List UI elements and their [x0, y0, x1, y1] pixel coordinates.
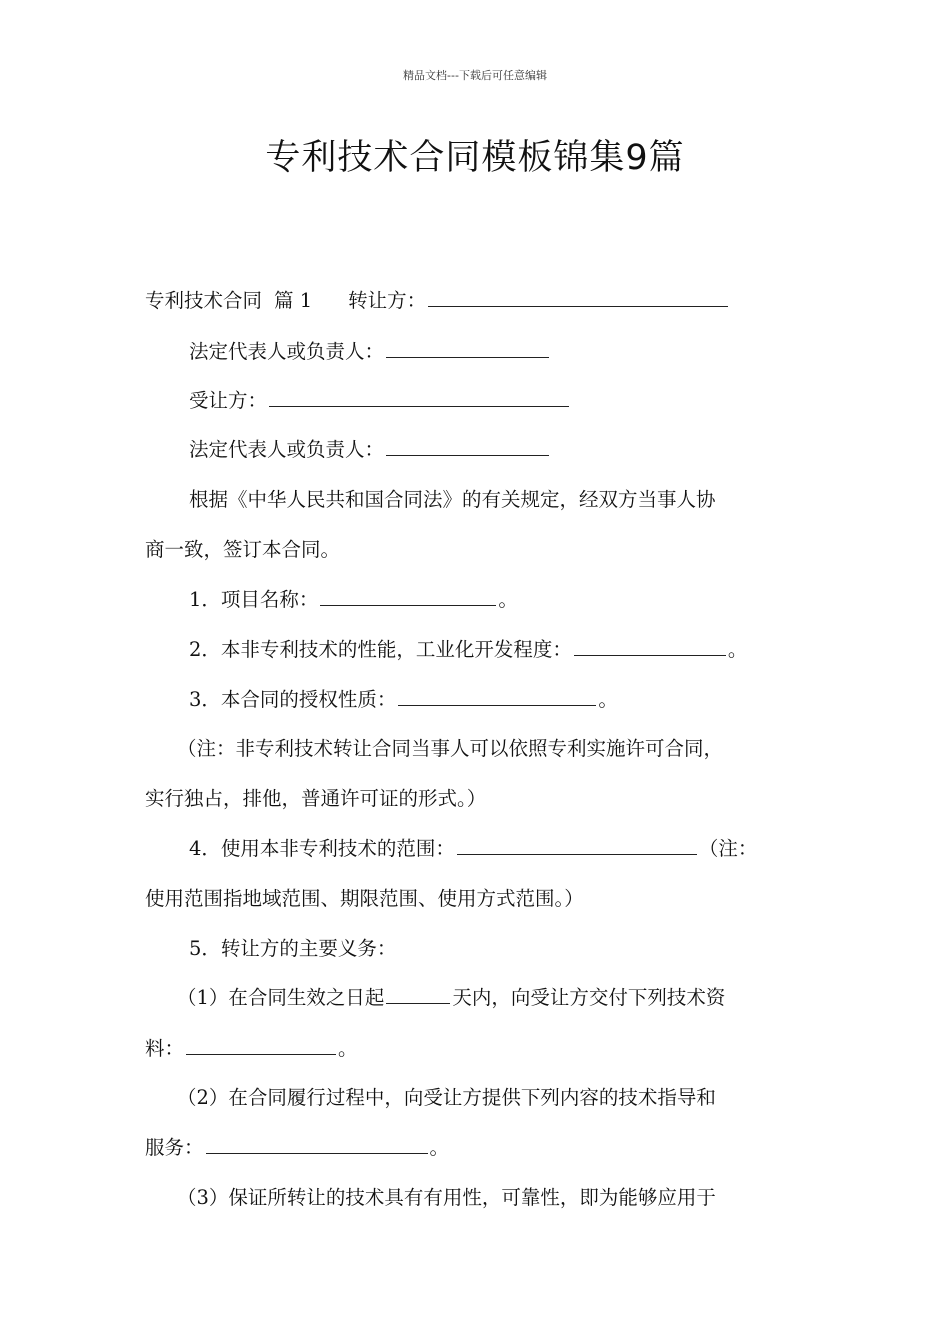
service-label: 服务： [145, 1136, 204, 1159]
materials-end: 。 [338, 1037, 358, 1060]
legal-rep-blank-2[interactable] [386, 435, 549, 456]
transferee-label: 受让方： [189, 389, 268, 412]
document-title: 专利技术合同模板锦集9篇 [265, 138, 685, 178]
contract-heading-line [145, 286, 810, 316]
legal-rep-blank-1[interactable] [386, 337, 549, 358]
preamble-line-1: 根据《中华人民共和国合同法》的有关规定，经双方当事人协 [189, 488, 716, 511]
obligation-1-a: （1）在合同生效之日起 [177, 986, 385, 1009]
obligation-1-line [177, 983, 810, 1013]
obligation-2-line: （2）在合同履行过程中，向受让方提供下列内容的技术指导和 [177, 1086, 716, 1109]
note-line-2: 实行独占，排他，普通许可证的形式。） [145, 787, 487, 810]
contract-name: 专利技术合同 [145, 289, 263, 312]
clause-2-line [189, 635, 810, 665]
clause-1-line [189, 585, 810, 615]
service-blank[interactable] [206, 1133, 428, 1154]
clause-3-label: 3．本合同的授权性质： [189, 688, 397, 711]
legal-rep-line-1 [189, 337, 810, 367]
obligation-3-line: （3）保证所转让的技术具有有用性，可靠性，即为能够应用于 [177, 1186, 716, 1209]
project-name-blank[interactable] [320, 585, 496, 606]
days-blank[interactable] [386, 983, 450, 1004]
legal-rep-line-2 [189, 435, 810, 465]
authorization-nature-blank[interactable] [398, 685, 596, 706]
legal-rep-label-1: 法定代表人或负责人： [189, 340, 385, 363]
clause-4-note-line: 使用范围指地域范围、期限范围、使用方式范围。） [145, 887, 584, 910]
obligation-1-cont [145, 1034, 810, 1064]
clause-5-heading: 5．转让方的主要义务： [189, 937, 397, 960]
clause-4-note: （注： [698, 837, 758, 860]
transferee-line [189, 386, 810, 416]
clause-2-label: 2．本非专利技术的性能，工业化开发程度： [189, 638, 572, 661]
transferor-label: 转让方： [348, 289, 427, 312]
obligation-1-b: 天内，向受让方交付下列技术资 [452, 986, 726, 1009]
preamble-line-2: 商一致，签订本合同。 [145, 538, 341, 561]
clause-4-label: 4．使用本非专利技术的范围： [189, 837, 455, 860]
clause-1-label: 1．项目名称： [189, 588, 319, 611]
clause-3-end: 。 [598, 688, 618, 711]
obligation-2-cont [145, 1133, 810, 1163]
clause-4-line [189, 834, 810, 864]
transferor-blank[interactable] [428, 286, 728, 307]
materials-blank[interactable] [186, 1034, 336, 1055]
development-degree-blank[interactable] [574, 635, 726, 656]
clause-1-end: 。 [498, 588, 518, 611]
materials-label: 料： [145, 1037, 185, 1060]
clause-2-end: 。 [727, 638, 748, 661]
usage-scope-blank[interactable] [457, 834, 697, 855]
article-number: 篇 1 [274, 289, 313, 312]
clause-3-line [189, 685, 810, 715]
note-line-1: （注：非专利技术转让合同当事人可以依照专利实施许可合同， [177, 737, 724, 760]
header-note: 精品文档---下载后可任意编辑 [403, 69, 547, 82]
legal-rep-label-2: 法定代表人或负责人： [189, 438, 385, 461]
transferee-blank[interactable] [269, 386, 569, 407]
service-end: 。 [429, 1136, 450, 1159]
